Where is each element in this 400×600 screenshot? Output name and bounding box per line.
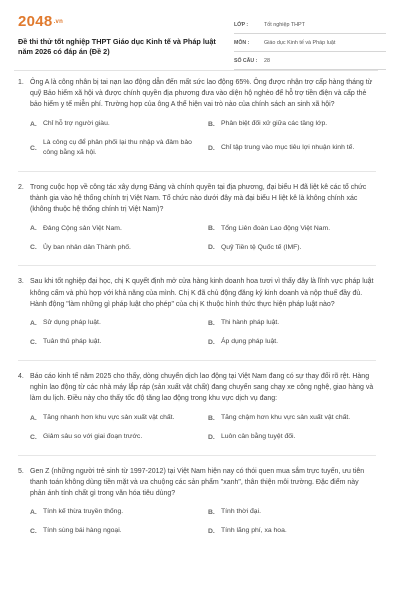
option-a[interactable] — [30, 318, 198, 329]
option-text: Tăng chậm hơn khu vực sản xuất vật chất. — [221, 413, 351, 421]
option-letter: B. — [208, 414, 215, 422]
question-text: Gen Z (những người trẻ sinh từ 1997-2012) tại Việt Nam hiện nay có thói quen mua sắm trực tuyến, ưu tiên thanh toán không dùng tiền mặt và ưa chuộng các sản phẩm "xanh", thân thiện môi trường. Đặc điểm này phản ánh tính chất gì trong văn hóa tiêu dùng? — [30, 467, 365, 498]
option-letter: D. — [208, 244, 215, 252]
document-title: Đề thi thử tốt nghiệp THPT Giáo dục Kinh tế và Pháp luật năm 2026 có đáp án (Đề 2) — [18, 37, 216, 56]
option-c[interactable] — [30, 337, 198, 348]
option-text: Đảng Cộng sản Việt Nam. — [43, 224, 122, 232]
meta-label: MÔN : — [234, 39, 250, 46]
option-letter: D. — [208, 433, 215, 441]
option-text: Áp dụng pháp luật. — [221, 338, 279, 346]
option-text: Tuân thủ pháp luật. — [43, 338, 102, 346]
option-text: Tính lãng phí, xa hoa. — [221, 527, 287, 535]
question-text: Ông A là công nhân bị tai nạn lao động dẫn đến mất sức lao động 65%. Ông được nhận trợ cấp hàng tháng từ quỹ Bảo hiểm xã hội và được chính quyền địa phương đưa vào diện hộ nghèo để hỗ trợ tiền điện và cấp thẻ bảo hiểm y tế miễn phí. Trường hợp của ông A thể hiện vai trò nào của chính sách an sinh xã hội? — [30, 79, 373, 109]
option-d[interactable] — [208, 138, 376, 159]
page-header — [14, 8, 386, 72]
option-text: Quỹ Tiền tệ Quốc tế (IMF). — [221, 243, 302, 251]
option-text: Tăng nhanh hơn khu vực sản xuất vật chất. — [43, 413, 175, 421]
exam-meta-table — [234, 16, 386, 70]
option-text: Chỉ hỗ trợ người giàu. — [43, 119, 110, 127]
meta-row-count — [234, 52, 386, 70]
option-letter: D. — [208, 528, 215, 536]
option-text: Tính kế thừa truyền thống. — [43, 508, 124, 516]
option-text: Sử dụng pháp luật. — [43, 319, 101, 327]
option-d[interactable] — [208, 432, 376, 443]
answer-options — [30, 413, 376, 443]
question-1 — [18, 77, 376, 159]
meta-value: 28 — [264, 57, 270, 64]
option-letter: C. — [30, 144, 37, 152]
option-text: Giảm sâu so với giai đoạn trước. — [43, 432, 143, 440]
option-a[interactable] — [30, 223, 198, 234]
question-number: 2. — [18, 183, 24, 191]
option-b[interactable] — [208, 223, 376, 234]
option-b[interactable] — [208, 318, 376, 329]
meta-value: Giáo dục Kinh tế và Pháp luật — [264, 39, 336, 46]
meta-row-class — [234, 16, 386, 34]
option-d[interactable] — [208, 242, 376, 253]
site-logo[interactable] — [18, 13, 63, 30]
option-text: Phân biệt đối xử giữa các tầng lớp. — [221, 119, 328, 127]
answer-options — [30, 507, 376, 537]
meta-label: SỐ CÂU : — [234, 57, 258, 64]
option-letter: A. — [30, 320, 37, 328]
option-text: Ủy ban nhân dân Thành phố. — [43, 243, 131, 251]
question-number: 3. — [18, 278, 24, 286]
option-letter: C. — [30, 244, 37, 252]
option-letter: C. — [30, 433, 37, 441]
option-letter: C. — [30, 339, 37, 347]
option-letter: B. — [208, 120, 215, 128]
logo-suffix: .vn — [53, 19, 64, 26]
option-b[interactable] — [208, 507, 376, 518]
meta-label: LỚP : — [234, 21, 249, 28]
option-d[interactable] — [208, 526, 376, 537]
option-text: Tính thời đại. — [221, 508, 261, 516]
answer-options — [30, 119, 376, 159]
option-c[interactable] — [30, 432, 198, 443]
option-letter: D. — [208, 144, 215, 152]
meta-row-subject — [234, 34, 386, 52]
option-text: Chỉ tập trung vào mục tiêu lợi nhuận kinh tế. — [221, 143, 355, 151]
option-c[interactable] — [30, 526, 198, 537]
question-list — [18, 77, 376, 537]
option-a[interactable] — [30, 119, 198, 130]
question-number: 5. — [18, 467, 24, 475]
option-letter: A. — [30, 509, 37, 517]
answer-options — [30, 318, 376, 348]
option-b[interactable] — [208, 413, 376, 424]
option-b[interactable] — [208, 119, 376, 130]
question-divider — [18, 171, 376, 172]
option-letter: D. — [208, 339, 215, 347]
question-text: Sau khi tốt nghiệp đại học, chị K quyết định mở cửa hàng kinh doanh hoa tươi vì thấy đây là lĩnh vực pháp luật không cấm và phù hợp với khả năng của mình. Chị K đã chủ động đăng ký kinh doanh và nộp thuế đầy đủ. Hành động "làm những gì pháp luật cho phép" của chị K thuộc hình thức thực hiện pháp luật nào? — [30, 278, 374, 308]
option-a[interactable] — [30, 507, 198, 518]
option-text: Thi hành pháp luật. — [221, 319, 280, 327]
question-text: Báo cáo kinh tế năm 2025 cho thấy, dòng chuyển dịch lao động tại Việt Nam đang có sự thay đổi rõ rệt. Hàng nghìn lao động từ các nhà máy lắp ráp (sản xuất vật chất) đang chuyển sang chạy xe công nghệ, giao hàng và làm du lịch. Điều này cho thấy tốc độ tăng lao động trong khu vực dịch vụ đang: — [30, 373, 374, 403]
option-c[interactable] — [30, 242, 198, 253]
option-text: Tính sùng bái hàng ngoại. — [43, 527, 122, 535]
question-text: Trong cuộc họp về công tác xây dựng Đảng và chính quyền tại địa phương, đại biểu H đã liệt kê các tổ chức thành gia vào hệ thống chính trị Việt Nam. Tổ chức nào dưới đây mà đại biểu H liệt kê là không chính xác (không thuộc hệ thống chính trị Việt Nam)? — [30, 183, 367, 214]
question-number: 1. — [18, 79, 24, 86]
option-letter: B. — [208, 225, 215, 233]
option-letter: A. — [30, 120, 37, 128]
option-c[interactable] — [30, 138, 198, 159]
header-divider — [14, 70, 378, 71]
option-letter: A. — [30, 225, 37, 233]
question-4 — [18, 371, 376, 443]
meta-value: Tốt nghiệp THPT — [264, 21, 305, 28]
question-divider — [18, 455, 376, 456]
logo-text: 2048 — [18, 13, 53, 30]
question-number: 4. — [18, 373, 24, 381]
question-2 — [18, 182, 376, 254]
option-letter: A. — [30, 414, 37, 422]
option-letter: C. — [30, 528, 37, 536]
option-text: Tổng Liên đoàn Lao động Việt Nam. — [221, 224, 331, 232]
option-letter: B. — [208, 320, 215, 328]
option-text: Luôn cân bằng tuyệt đối. — [221, 432, 296, 440]
question-divider — [18, 360, 376, 361]
question-3 — [18, 276, 376, 348]
question-divider — [18, 265, 376, 266]
answer-options — [30, 223, 376, 253]
question-5 — [18, 466, 376, 538]
option-d[interactable] — [208, 337, 376, 348]
option-text: Là công cụ để phân phối lại thu nhập và đảm bảo công bằng xã hội. — [43, 138, 192, 157]
option-letter: B. — [208, 509, 215, 517]
option-a[interactable] — [30, 413, 198, 424]
